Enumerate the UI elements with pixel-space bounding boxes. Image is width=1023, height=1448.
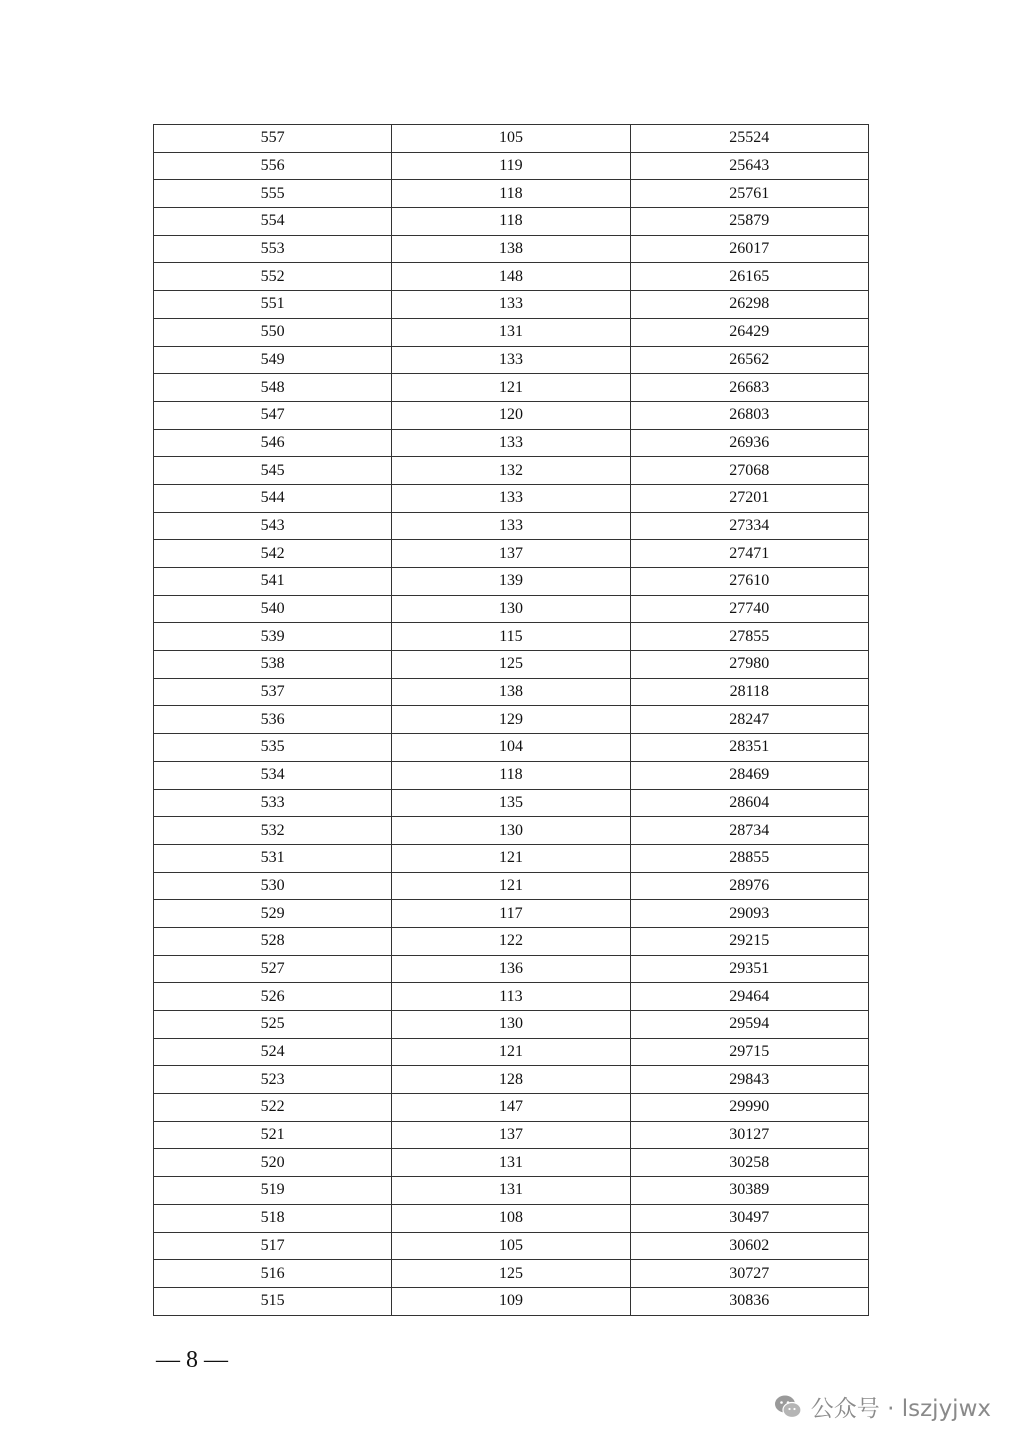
table-cell: 531 [154,844,392,872]
table-cell: 28351 [630,734,868,762]
table-cell: 122 [392,927,630,955]
table-cell: 544 [154,484,392,512]
table-cell: 119 [392,152,630,180]
table-cell: 121 [392,844,630,872]
table-row [154,125,869,153]
table-row [154,512,869,540]
table-cell: 27201 [630,484,868,512]
table-row [154,844,869,872]
table-cell: 135 [392,789,630,817]
table-cell: 520 [154,1149,392,1177]
table-cell: 26429 [630,318,868,346]
table-cell: 549 [154,346,392,374]
table-row [154,291,869,319]
table-cell: 128 [392,1066,630,1094]
table-cell: 30389 [630,1177,868,1205]
table-cell: 30497 [630,1204,868,1232]
table-cell: 138 [392,678,630,706]
table-cell: 121 [392,374,630,402]
watermark [773,1390,991,1423]
table-cell: 25643 [630,152,868,180]
table-cell: 30602 [630,1232,868,1260]
table-cell: 131 [392,1149,630,1177]
table-cell: 530 [154,872,392,900]
table-row [154,1149,869,1177]
table-cell: 27068 [630,457,868,485]
table-cell: 552 [154,263,392,291]
table-cell: 527 [154,955,392,983]
table-cell: 27740 [630,595,868,623]
table-cell: 26803 [630,401,868,429]
table-cell: 555 [154,180,392,208]
table-cell: 516 [154,1260,392,1288]
table-cell: 521 [154,1121,392,1149]
table-cell: 133 [392,484,630,512]
table-cell: 525 [154,1011,392,1039]
table-cell: 129 [392,706,630,734]
table-cell: 29990 [630,1094,868,1122]
table-row [154,955,869,983]
table-row [154,180,869,208]
table-cell: 29594 [630,1011,868,1039]
table-cell: 556 [154,152,392,180]
table-row [154,374,869,402]
table-cell: 121 [392,872,630,900]
table-cell: 25524 [630,125,868,153]
table-cell: 131 [392,1177,630,1205]
table-cell: 139 [392,568,630,596]
table-cell: 30258 [630,1149,868,1177]
table-cell: 541 [154,568,392,596]
table-cell: 30836 [630,1287,868,1315]
table-cell: 26165 [630,263,868,291]
table-cell: 147 [392,1094,630,1122]
table-cell: 115 [392,623,630,651]
table-cell: 28976 [630,872,868,900]
table-cell: 133 [392,512,630,540]
table-row [154,208,869,236]
table-cell: 109 [392,1287,630,1315]
table-row [154,401,869,429]
table-cell: 529 [154,900,392,928]
table-cell: 27610 [630,568,868,596]
table-row [154,1038,869,1066]
table-cell: 117 [392,900,630,928]
table-cell: 27471 [630,540,868,568]
table-cell: 528 [154,927,392,955]
table-row [154,651,869,679]
table-cell: 25761 [630,180,868,208]
table-cell: 26298 [630,291,868,319]
table-cell: 553 [154,235,392,263]
table-cell: 125 [392,1260,630,1288]
table-cell: 538 [154,651,392,679]
table-cell: 130 [392,817,630,845]
table-row [154,789,869,817]
table-cell: 130 [392,1011,630,1039]
table-cell: 526 [154,983,392,1011]
table-cell: 551 [154,291,392,319]
table-row [154,235,869,263]
table-row [154,1011,869,1039]
table-cell: 515 [154,1287,392,1315]
table-cell: 118 [392,180,630,208]
table-cell: 26017 [630,235,868,263]
table-row [154,1232,869,1260]
table-cell: 26562 [630,346,868,374]
table-cell: 118 [392,761,630,789]
table-cell: 29351 [630,955,868,983]
table-cell: 542 [154,540,392,568]
table-cell: 523 [154,1066,392,1094]
table-row [154,678,869,706]
table-cell: 517 [154,1232,392,1260]
table-row [154,983,869,1011]
table-body [154,125,869,1316]
table-cell: 148 [392,263,630,291]
table-row [154,457,869,485]
table-row [154,706,869,734]
table-row [154,1177,869,1205]
table-cell: 132 [392,457,630,485]
table-row [154,595,869,623]
table-cell: 557 [154,125,392,153]
table-cell: 534 [154,761,392,789]
table-row [154,540,869,568]
table-row [154,1287,869,1315]
table-cell: 545 [154,457,392,485]
table-cell: 524 [154,1038,392,1066]
table-cell: 554 [154,208,392,236]
table-cell: 137 [392,1121,630,1149]
table-row [154,1204,869,1232]
wechat-icon [773,1392,803,1422]
table-cell: 133 [392,291,630,319]
watermark-text: 公众号 · lszjyjwx [810,1396,991,1422]
table-cell: 29715 [630,1038,868,1066]
table-cell: 104 [392,734,630,762]
table-cell: 518 [154,1204,392,1232]
table-cell: 29464 [630,983,868,1011]
table-cell: 30727 [630,1260,868,1288]
table-cell: 28469 [630,761,868,789]
table-cell: 28734 [630,817,868,845]
table-cell: 539 [154,623,392,651]
table-cell: 532 [154,817,392,845]
table-cell: 550 [154,318,392,346]
table-cell: 26936 [630,429,868,457]
table-cell: 522 [154,1094,392,1122]
table-cell: 138 [392,235,630,263]
table-row [154,900,869,928]
table-cell: 137 [392,540,630,568]
table-row [154,623,869,651]
table-cell: 28604 [630,789,868,817]
table-row [154,346,869,374]
table-cell: 27334 [630,512,868,540]
table-row [154,1260,869,1288]
table-row [154,927,869,955]
table-cell: 105 [392,125,630,153]
table-cell: 26683 [630,374,868,402]
table-row [154,484,869,512]
table-cell: 27855 [630,623,868,651]
table-row [154,734,869,762]
table-cell: 108 [392,1204,630,1232]
table-cell: 547 [154,401,392,429]
table-cell: 536 [154,706,392,734]
table-cell: 25879 [630,208,868,236]
table-cell: 27980 [630,651,868,679]
table-row [154,1094,869,1122]
table-cell: 28855 [630,844,868,872]
table-cell: 29093 [630,900,868,928]
table-cell: 121 [392,1038,630,1066]
table-cell: 118 [392,208,630,236]
table-cell: 125 [392,651,630,679]
page-number: — 8 — [156,1347,228,1373]
table-row [154,872,869,900]
table-row [154,318,869,346]
table-cell: 133 [392,429,630,457]
table-cell: 130 [392,595,630,623]
table-cell: 535 [154,734,392,762]
table-cell: 546 [154,429,392,457]
table-cell: 537 [154,678,392,706]
table-row [154,1066,869,1094]
table-cell: 136 [392,955,630,983]
score-table [153,124,869,1316]
table-cell: 29215 [630,927,868,955]
table-cell: 120 [392,401,630,429]
table-row [154,761,869,789]
table-cell: 29843 [630,1066,868,1094]
table-cell: 105 [392,1232,630,1260]
table-cell: 133 [392,346,630,374]
table-cell: 131 [392,318,630,346]
table-row [154,568,869,596]
table-cell: 113 [392,983,630,1011]
table-cell: 28118 [630,678,868,706]
table-cell: 543 [154,512,392,540]
table-cell: 548 [154,374,392,402]
table-cell: 519 [154,1177,392,1205]
table-cell: 30127 [630,1121,868,1149]
table-row [154,817,869,845]
table-cell: 540 [154,595,392,623]
table-row [154,1121,869,1149]
table-row [154,263,869,291]
table-cell: 28247 [630,706,868,734]
table-cell: 533 [154,789,392,817]
table-row [154,429,869,457]
table-row [154,152,869,180]
